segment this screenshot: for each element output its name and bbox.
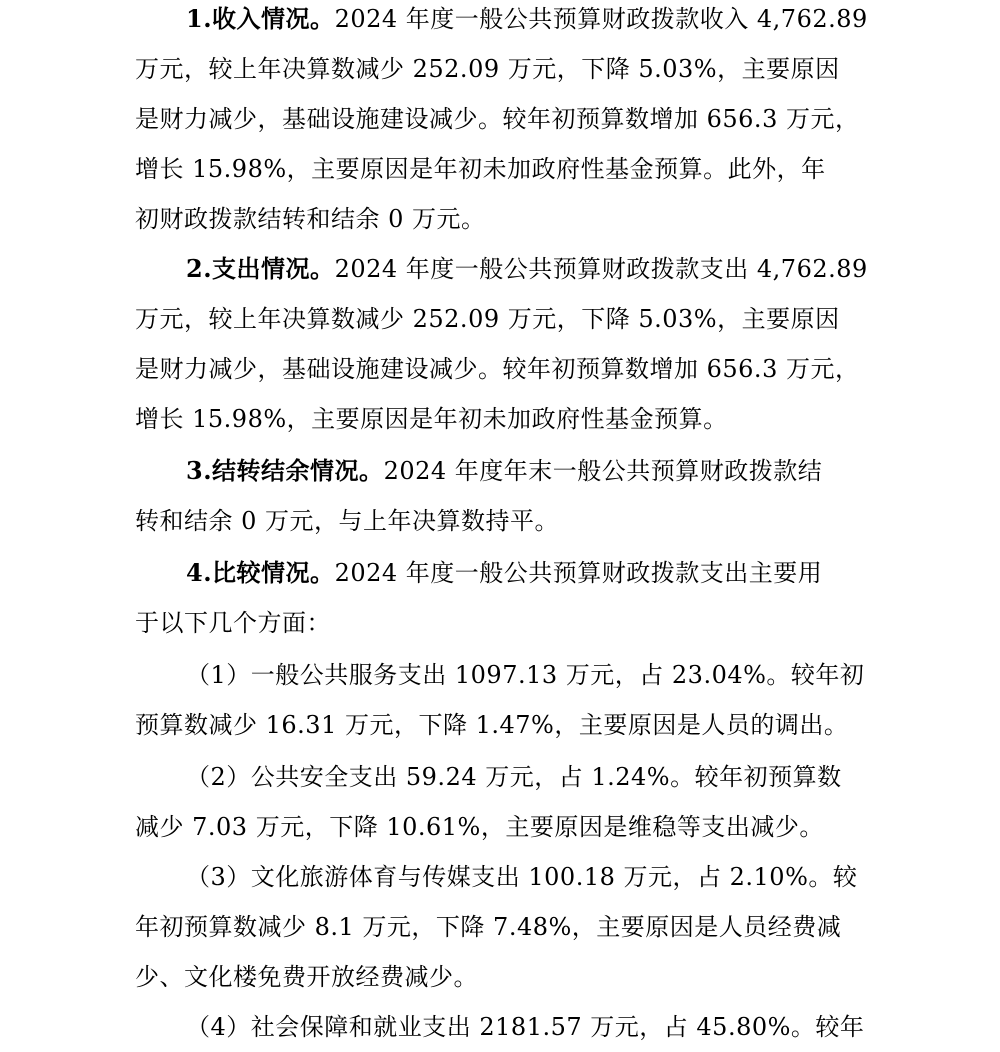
section-expense-line-3: 是财力减少，基础设施建设减少。较年初预算数增加 656.3 万元， xyxy=(135,355,860,383)
section-comparison-heading: 4.比较情况。 xyxy=(186,558,335,587)
item-3-line-2: 年初预算数减少 8.1 万元，下降 7.48%，主要原因是人员经费减 xyxy=(135,913,842,941)
section-comparison-text: 2024 年度一般公共预算财政拨款支出主要用 xyxy=(334,559,823,587)
section-carryover-line-2: 转和结余 0 万元，与上年决算数持平。 xyxy=(135,507,560,535)
section-carryover-line-1 xyxy=(186,446,822,496)
section-expense-heading: 2.支出情况。 xyxy=(186,254,335,283)
section-comparison-line-1 xyxy=(186,548,822,598)
section-expense-line-4: 增长 15.98%，主要原因是年初未加政府性基金预算。 xyxy=(135,405,728,433)
section-income-line-1 xyxy=(186,0,868,44)
item-1-line-1: （1）一般公共服务支出 1097.13 万元，占 23.04%。较年初 xyxy=(186,661,865,689)
section-income-line-2: 万元，较上年决算数减少 252.09 万元，下降 5.03%，主要原因 xyxy=(135,55,840,83)
section-income-heading: 1.收入情况。 xyxy=(186,4,335,33)
item-2-line-2: 减少 7.03 万元，下降 10.61%，主要原因是维稳等支出减少。 xyxy=(135,813,824,841)
section-income-line-4: 增长 15.98%，主要原因是年初未加政府性基金预算。此外，年 xyxy=(135,155,826,183)
item-3-line-1: （3）文化旅游体育与传媒支出 100.18 万元，占 2.10%。较 xyxy=(186,863,858,891)
section-comparison-line-2: 于以下几个方面： xyxy=(135,609,331,637)
section-carryover-heading: 3.结转结余情况。 xyxy=(186,456,384,485)
section-income-line-3: 是财力减少，基础设施建设减少。较年初预算数增加 656.3 万元， xyxy=(135,105,860,133)
section-expense-line-2: 万元，较上年决算数减少 252.09 万元，下降 5.03%，主要原因 xyxy=(135,305,840,333)
item-1-line-2: 预算数减少 16.31 万元，下降 1.47%，主要原因是人员的调出。 xyxy=(135,711,849,739)
section-expense-text: 2024 年度一般公共预算财政拨款支出 4,762.89 xyxy=(334,255,868,283)
section-income-line-5: 初财政拨款结转和结余 0 万元。 xyxy=(135,205,486,233)
item-4-line-1: （4）社会保障和就业支出 2181.57 万元，占 45.80%。较年 xyxy=(186,1013,865,1041)
section-carryover-text: 2024 年度年末一般公共预算财政拨款结 xyxy=(383,457,823,485)
section-expense-line-1 xyxy=(186,244,868,294)
item-2-line-1: （2）公共安全支出 59.24 万元，占 1.24%。较年初预算数 xyxy=(186,763,842,791)
section-income-text: 2024 年度一般公共预算财政拨款收入 4,762.89 xyxy=(334,5,868,33)
item-3-line-3: 少、文化楼免费开放经费减少。 xyxy=(135,963,478,991)
